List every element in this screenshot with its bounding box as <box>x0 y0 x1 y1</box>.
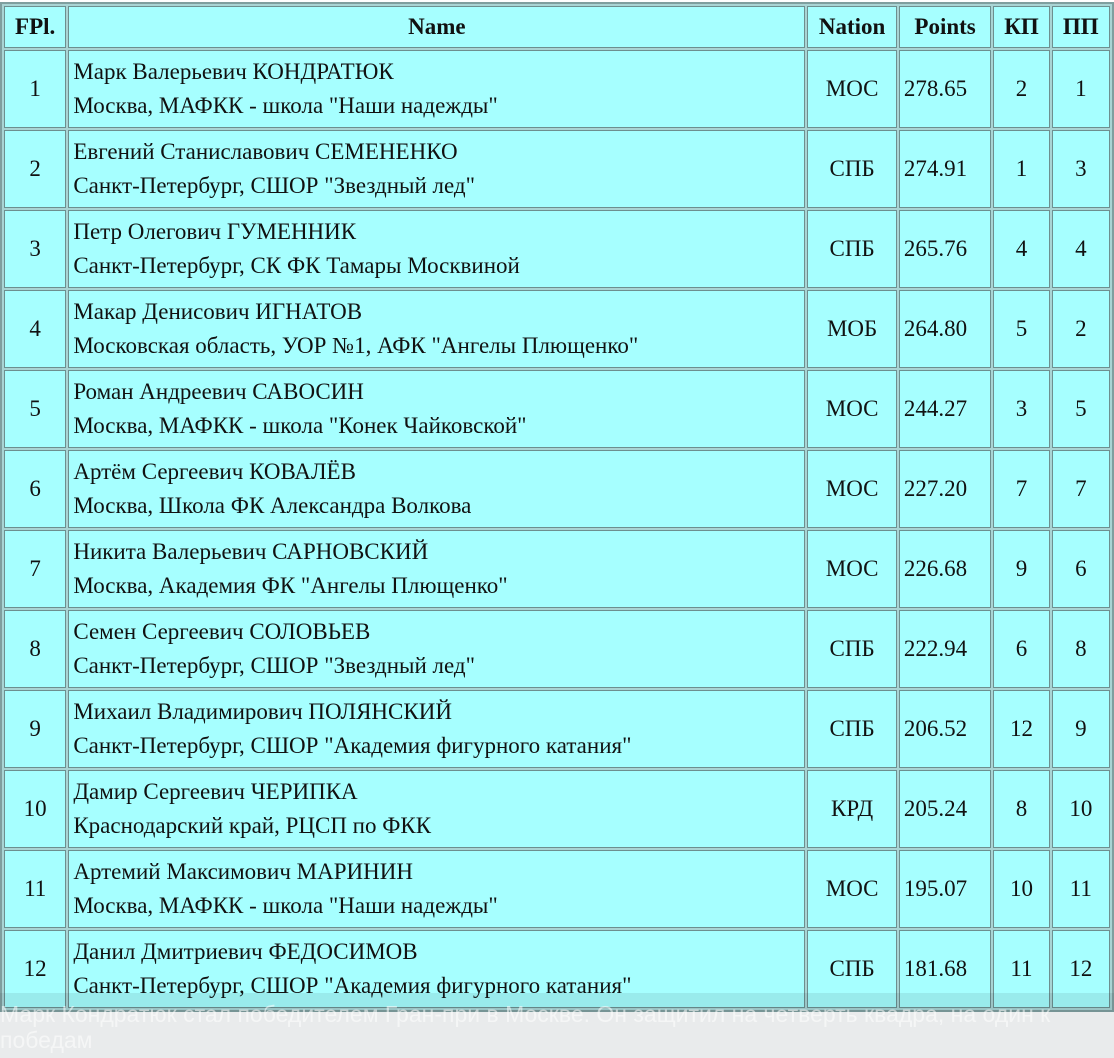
skater-name: Михаил Владимирович ПОЛЯНСКИЙ <box>73 699 452 724</box>
nation-cell: КРД <box>807 770 896 848</box>
nation-cell: СПБ <box>807 690 896 768</box>
skater-name: Петр Олегович ГУМЕННИК <box>73 219 357 244</box>
header-place: FPl. <box>4 6 66 48</box>
place-cell: 1 <box>4 50 66 128</box>
table-row <box>4 930 1110 1008</box>
place-cell: 6 <box>4 450 66 528</box>
pp-cell: 4 <box>1052 210 1110 288</box>
name-cell <box>68 450 805 528</box>
pp-cell: 12 <box>1052 930 1110 1008</box>
points-cell: 274.91 <box>899 130 992 208</box>
nation-cell: СПБ <box>807 610 896 688</box>
header-row <box>4 6 1110 48</box>
name-cell <box>68 290 805 368</box>
points-cell: 206.52 <box>899 690 992 768</box>
skater-club: Санкт-Петербург, СШОР "Академия фигурного катания" <box>73 973 632 998</box>
pp-cell: 8 <box>1052 610 1110 688</box>
kp-cell: 8 <box>993 770 1049 848</box>
table-row <box>4 290 1110 368</box>
pp-cell: 1 <box>1052 50 1110 128</box>
place-cell: 8 <box>4 610 66 688</box>
table-row <box>4 770 1110 848</box>
name-cell <box>68 610 805 688</box>
points-cell: 265.76 <box>899 210 992 288</box>
table-row <box>4 450 1110 528</box>
skater-name: Дамир Сергеевич ЧЕРИПКА <box>73 779 358 804</box>
skater-name: Данил Дмитриевич ФЕДОСИМОВ <box>73 939 418 964</box>
name-cell <box>68 370 805 448</box>
skater-club: Москва, МАФКК - школа "Наши надежды" <box>73 93 498 118</box>
pp-cell: 5 <box>1052 370 1110 448</box>
skater-name: Макар Денисович ИГНАТОВ <box>73 299 363 324</box>
skater-name: Семен Сергеевич СОЛОВЬЕВ <box>73 619 371 644</box>
nation-cell: СПБ <box>807 130 896 208</box>
name-cell <box>68 930 805 1008</box>
name-cell <box>68 130 805 208</box>
nation-cell: МОБ <box>807 290 896 368</box>
kp-cell: 6 <box>993 610 1049 688</box>
header-points: Points <box>899 6 992 48</box>
pp-cell: 11 <box>1052 850 1110 928</box>
table-row <box>4 50 1110 128</box>
pp-cell: 10 <box>1052 770 1110 848</box>
kp-cell: 10 <box>993 850 1049 928</box>
skater-club: Санкт-Петербург, СК ФК Тамары Москвиной <box>73 253 520 278</box>
kp-cell: 11 <box>993 930 1049 1008</box>
place-cell: 3 <box>4 210 66 288</box>
header-kp: КП <box>993 6 1049 48</box>
kp-cell: 7 <box>993 450 1049 528</box>
kp-cell: 1 <box>993 130 1049 208</box>
caption-overlay-text: Марк Кондратюк стал победителем Гран-при в Москве. Он защитил на четверть квадра, на один к победам <box>0 1001 1057 1053</box>
skater-club: Санкт-Петербург, СШОР "Академия фигурного катания" <box>73 733 632 758</box>
place-cell: 12 <box>4 930 66 1008</box>
results-body <box>4 50 1110 1008</box>
nation-cell: МОС <box>807 50 896 128</box>
skater-name: Артём Сергеевич КОВАЛЁВ <box>73 459 356 484</box>
name-cell <box>68 210 805 288</box>
place-cell: 7 <box>4 530 66 608</box>
nation-cell: СПБ <box>807 210 896 288</box>
skater-club: Московская область, УОР №1, АФК "Ангелы Плющенко" <box>73 333 639 358</box>
place-cell: 9 <box>4 690 66 768</box>
name-cell <box>68 770 805 848</box>
skater-club: Санкт-Петербург, СШОР "Звездный лед" <box>73 653 475 678</box>
kp-cell: 3 <box>993 370 1049 448</box>
pp-cell: 7 <box>1052 450 1110 528</box>
skater-name: Марк Валерьевич КОНДРАТЮК <box>73 59 394 84</box>
table-row <box>4 130 1110 208</box>
skater-name: Никита Валерьевич САРНОВСКИЙ <box>73 539 429 564</box>
nation-cell: МОС <box>807 530 896 608</box>
pp-cell: 2 <box>1052 290 1110 368</box>
kp-cell: 9 <box>993 530 1049 608</box>
name-cell <box>68 530 805 608</box>
place-cell: 10 <box>4 770 66 848</box>
place-cell: 5 <box>4 370 66 448</box>
points-cell: 222.94 <box>899 610 992 688</box>
header-pp: ПП <box>1052 6 1110 48</box>
nation-cell: МОС <box>807 450 896 528</box>
skater-club: Москва, МАФКК - школа "Конек Чайковской" <box>73 413 527 438</box>
nation-cell: СПБ <box>807 930 896 1008</box>
nation-cell: МОС <box>807 850 896 928</box>
table-row <box>4 610 1110 688</box>
pp-cell: 3 <box>1052 130 1110 208</box>
name-cell <box>68 50 805 128</box>
name-cell <box>68 690 805 768</box>
place-cell: 11 <box>4 850 66 928</box>
place-cell: 2 <box>4 130 66 208</box>
skater-club: Краснодарский край, РЦСП по ФКК <box>73 813 432 838</box>
pp-cell: 6 <box>1052 530 1110 608</box>
name-cell <box>68 850 805 928</box>
kp-cell: 4 <box>993 210 1049 288</box>
points-cell: 264.80 <box>899 290 992 368</box>
place-cell: 4 <box>4 290 66 368</box>
skater-club: Москва, МАФКК - школа "Наши надежды" <box>73 893 498 918</box>
skater-club: Санкт-Петербург, СШОР "Звездный лед" <box>73 173 475 198</box>
points-cell: 205.24 <box>899 770 992 848</box>
table-row <box>4 530 1110 608</box>
header-nation: Nation <box>807 6 896 48</box>
skater-club: Москва, Школа ФК Александра Волкова <box>73 493 472 518</box>
kp-cell: 5 <box>993 290 1049 368</box>
points-cell: 181.68 <box>899 930 992 1008</box>
kp-cell: 2 <box>993 50 1049 128</box>
points-cell: 244.27 <box>899 370 992 448</box>
skater-name: Роман Андреевич САВОСИН <box>73 379 364 404</box>
table-row <box>4 210 1110 288</box>
table-row <box>4 370 1110 448</box>
table-row <box>4 850 1110 928</box>
skater-club: Москва, Академия ФК "Ангелы Плющенко" <box>73 573 508 598</box>
skater-name: Артемий Максимович МАРИНИН <box>73 859 413 884</box>
points-cell: 195.07 <box>899 850 992 928</box>
table-row <box>4 690 1110 768</box>
points-cell: 227.20 <box>899 450 992 528</box>
results-table <box>0 2 1114 1012</box>
pp-cell: 9 <box>1052 690 1110 768</box>
kp-cell: 12 <box>993 690 1049 768</box>
header-name: Name <box>68 6 805 48</box>
points-cell: 226.68 <box>899 530 992 608</box>
nation-cell: МОС <box>807 370 896 448</box>
points-cell: 278.65 <box>899 50 992 128</box>
skater-name: Евгений Станиславович СЕМЕНЕНКО <box>73 139 458 164</box>
